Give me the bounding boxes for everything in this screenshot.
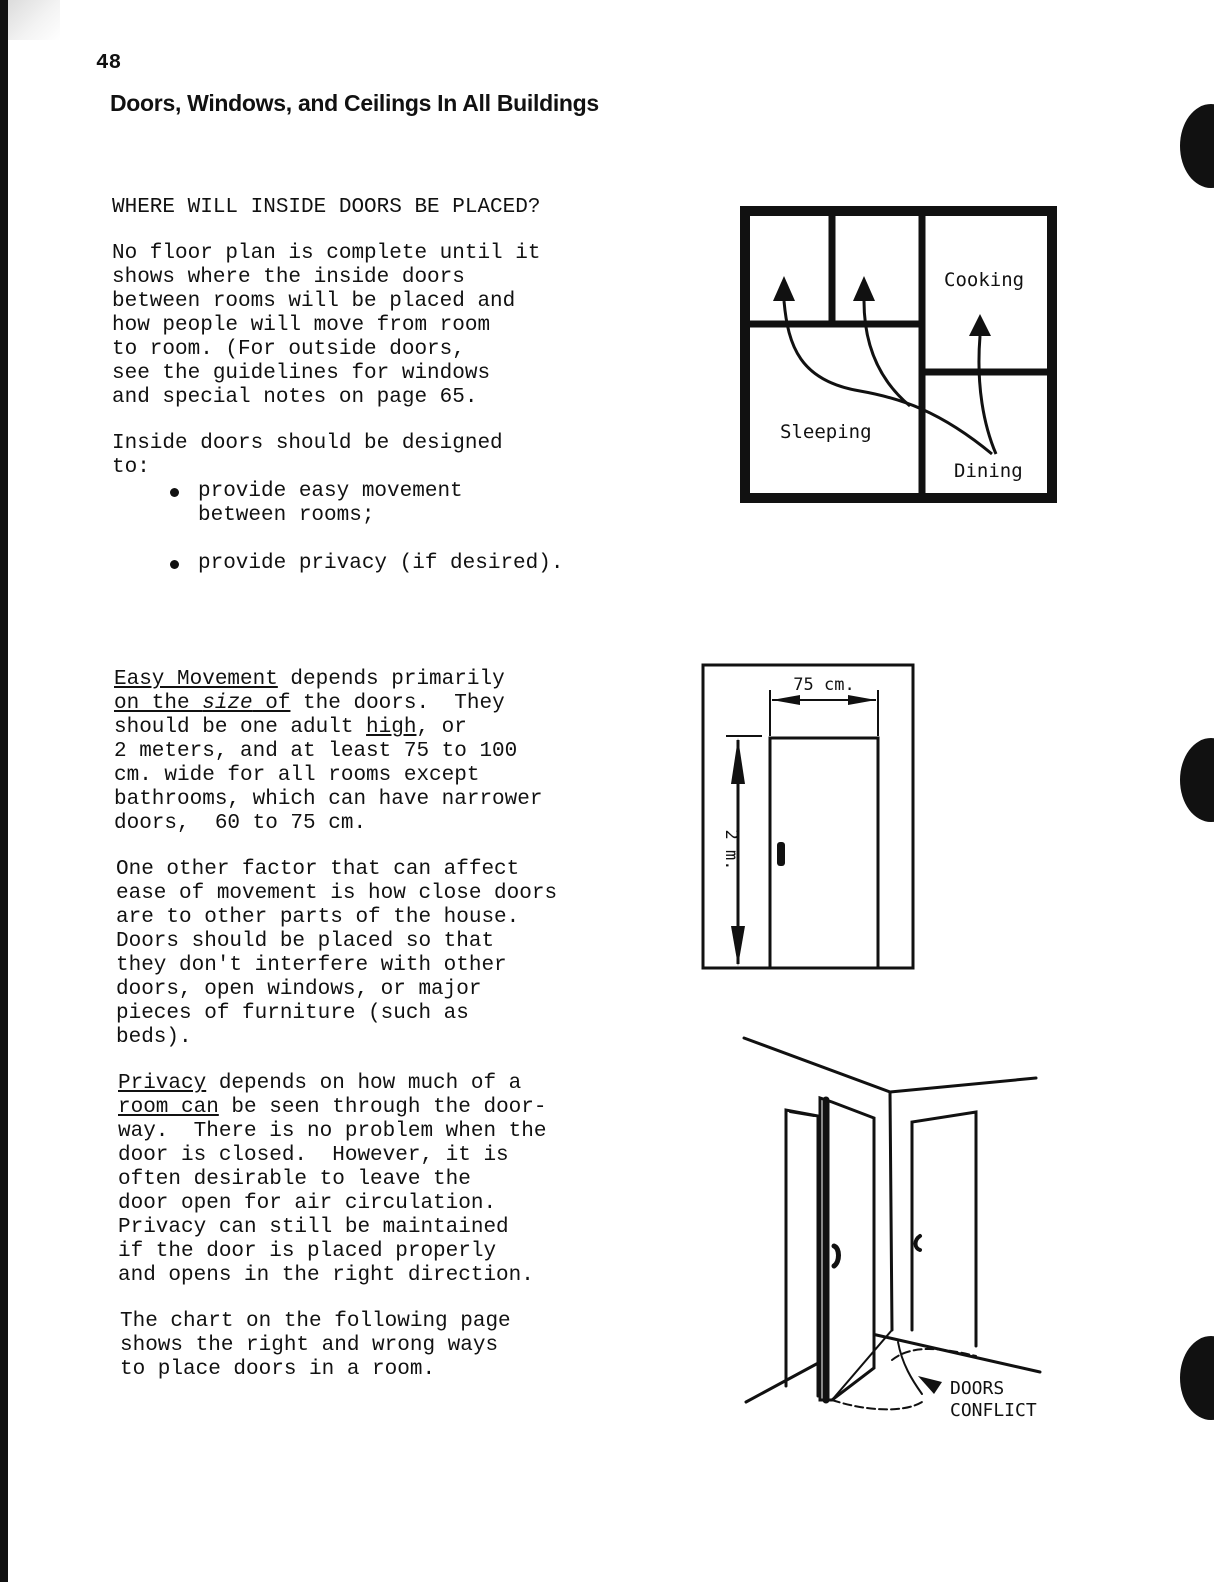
floor-plan-outer-wall	[745, 211, 1052, 498]
list-item: provide easy movement between rooms;	[160, 480, 620, 528]
binder-hole-top	[1180, 104, 1214, 188]
room-label-dining: Dining	[954, 460, 1023, 482]
binder-hole-bottom	[1180, 1336, 1214, 1420]
ceiling-edge	[890, 1078, 1036, 1092]
open-door-frame	[786, 1110, 818, 1396]
wall-corner	[890, 1092, 892, 1330]
door-dimensions-diagram	[702, 664, 918, 974]
interference-paragraph: One other factor that can affect ease of movement is how close doors are to other parts of the house. Doors should be placed so that they don't interfere with other doors, open windows, or major pieces of furniture (such as beds).	[116, 858, 558, 1049]
doors-conflict-label-line1: DOORS	[950, 1378, 1005, 1399]
arrow-up-icon	[731, 738, 745, 784]
arrow-up-icon	[969, 314, 991, 336]
door-outline	[770, 738, 878, 968]
movement-path	[864, 301, 910, 406]
height-label: 2 m.	[721, 829, 741, 871]
section-question: WHERE WILL INSIDE DOORS BE PLACED?	[112, 196, 541, 219]
easy-movement-paragraph: Easy Movement depends primarily on the size of the doors. They should be one adult high, or 2 meters, and at least 75 to 100 cm. wide for all rooms except bathrooms, which can have narrower doors, 60 to 75 cm.	[114, 668, 543, 835]
list-item: provide privacy (if desired).	[160, 552, 620, 576]
bullet-icon	[170, 488, 179, 497]
binder-hole-middle	[1180, 738, 1214, 822]
ceiling-edge	[744, 1038, 890, 1092]
easy-movement-term: Easy Movement	[114, 668, 278, 691]
pointer-arrow-icon	[918, 1376, 942, 1394]
room-label-sleeping: Sleeping	[780, 421, 872, 443]
scan-binding-edge	[0, 0, 8, 1582]
floor-plan-diagram	[740, 206, 1060, 506]
scan-corner-smudge	[0, 0, 60, 40]
arrow-right-icon	[848, 695, 876, 705]
doors-conflict-label-line2: CONFLICT	[950, 1400, 1037, 1421]
page-number: 48	[96, 52, 122, 75]
door-handle-icon	[916, 1236, 921, 1250]
room-label-cooking: Cooking	[944, 269, 1025, 291]
width-label: 75 cm.	[793, 675, 855, 695]
intro-paragraph: No floor plan is complete until it shows where the inside doors between rooms will be placed and how people will move from room to room. (For outside doors, see the guidelines for windows and special notes on page 65.	[112, 242, 541, 409]
arrow-left-icon	[772, 695, 800, 705]
section-title: Doors, Windows, and Ceilings In All Buildings	[110, 90, 599, 116]
door-handle-icon	[777, 842, 785, 866]
bullet-icon	[170, 560, 179, 569]
diagram-frame	[703, 665, 913, 968]
design-intro: Inside doors should be designed to:	[112, 432, 503, 479]
privacy-paragraph: Privacy depends on how much of a room can be seen through the door- way. There is no problem when the door is closed. However, it is often desirable to leave the door open for air circulation. Privacy can still be maintained if the door is placed properly and opens in the right direction.	[118, 1072, 547, 1287]
chart-reference-paragraph: The chart on the following page shows the right and wrong ways to place doors in a room.	[120, 1310, 511, 1381]
closed-door-frame	[912, 1112, 976, 1346]
arrow-up-icon	[853, 276, 875, 301]
door-conflict-diagram	[742, 1030, 1062, 1430]
floor-edge	[872, 1334, 1040, 1372]
design-goals-list	[160, 480, 620, 576]
privacy-term: Privacy	[118, 1072, 207, 1095]
arrow-down-icon	[731, 926, 745, 966]
door-swing-arc	[832, 1400, 922, 1409]
movement-path	[979, 336, 996, 454]
arrow-up-icon	[773, 276, 795, 301]
